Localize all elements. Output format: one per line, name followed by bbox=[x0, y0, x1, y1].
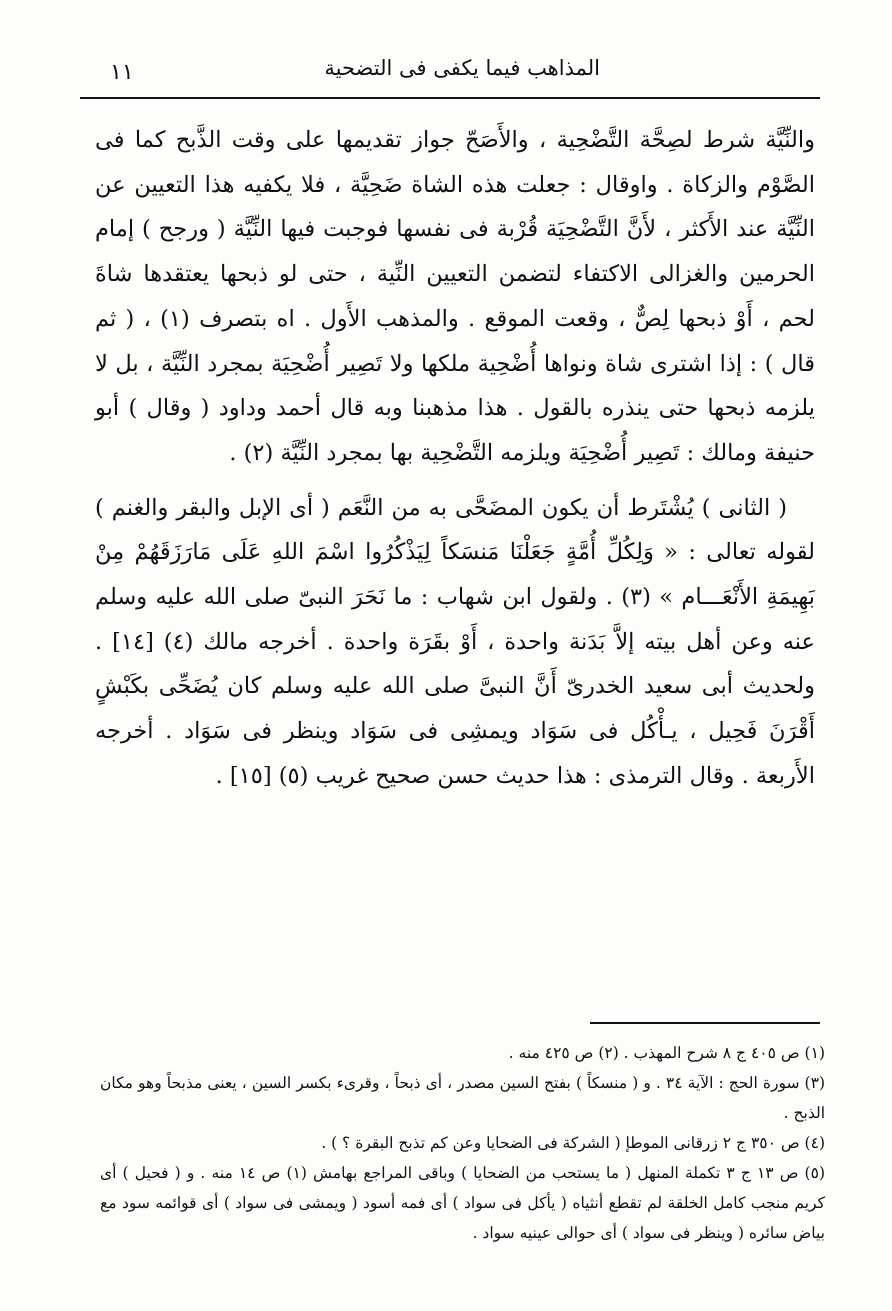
footnote-4: (٤) ص ٣٥٠ ج ٢ زرقانى الموطإ ( الشركة فى الضحايا وعن كم تذبح البقرة ؟ ) . bbox=[321, 1134, 825, 1152]
footnote-1-2: (١) ص ٤٠٥ ج ٨ شرح المهذب . (٢) ص ٤٢٥ منه . bbox=[508, 1044, 825, 1062]
running-header bbox=[80, 52, 820, 96]
footnote-rule bbox=[590, 1022, 820, 1024]
header-rule bbox=[80, 97, 820, 99]
footnote-5: (٥) ص ١٣ ج ٣ تكملة المنهل ( ما يستحب من الضحايا ) وباقى المراجع بهامش (١) ص ١٤ منه . و ( فحيل ) أى كريم منجب كامل الخلقة لم تقطع أنثياه ( يأكل فى سواد ) أى فمه أسود ( ويمشى فى سواد ) أى قوائمه سود مع بياض سائره ( وينظر فى سواد ) أى حوالى عينيه سواد . bbox=[100, 1164, 825, 1242]
paragraph-second-condition: ( الثانى ) يُشْتَرط أن يكون المضَحَّى به من النَّعَم ( أى الإبل والبقر والغنم ) لقوله تعالى : « وَلِكُلِّ أُمَّةٍ جَعَلْنَا مَنسَكاً لِيَذْكُرُوا اسْمَ اللهِ عَلَى مَارَزَقَهُمْ مِنْ بَهِيمَةِ الأَنْعَـــام » (٣) . ولقول ابن شهاب : ما نَحَرَ النبىّ صلى الله عليه وسلم عنه وعن أهل بيته إلاَّ بَدَنة واحدة ، أَوْ بقَرَة واحدة . أخرجه مالك (٤) [١٤] . ولحديث أبى سعيد الخدرىّ أَنَّ النبىَّ صلى الله عليه وسلم كان يُضَحِّى بكَبْشٍ أَقْرَنَ فَحِيل ، يـأْكُل فى سَوَاد ويمشِى فى سَوَاد وينظر فى سَوَاد . أخرجه الأَربعة . وقال الترمذى : هذا حديث حسن صحيح غريب (٥) [١٥] . bbox=[95, 494, 815, 789]
footnotes bbox=[100, 1038, 825, 1248]
main-text bbox=[95, 118, 815, 799]
header-title: المذاهب فيما يكفى فى التضحية bbox=[324, 56, 600, 80]
footnote-3: (٣) سورة الحج : الآية ٣٤ . و ( منسكاً ) بفتح السين مصدر ، أى ذبحاً ، وقرىء بكسر السين ، يعنى مذبحاً وهو مكان الذبح . bbox=[100, 1074, 825, 1122]
paragraph-intention: والنِّيَّة شرط لصِحَّة التَّضْحِية ، والأَصَحّ جواز تقديمها على وقت الذَّبح كما فى الصَّوْم والزكاة . واوقال : جعلت هذه الشاة ضَحِيَّة ، فلا يكفيه هذا التعيين عن النِّيَّة عند الأَكثر ، لأَنَّ التَّضْحِيَة قُرْبة فى نفسها فوجبت فيها النِّيَّة ( ورجح ) إمام الحرمين والغزالى الاكتفاء لتضمن التعيين النِّية ، حتى لو ذبحها يعتقدها شاةَ لحم ، أَوْ ذبحها لِصٌّ ، وقعت الموقع . والمذهب الأَول . اه بتصرف (١) ، ( ثم قال ) : إذا اشترى شاة ونواها أُضْحِية ملكها ولا تَصِير أُضْحِيَة بمجرد النِّيَّة ، بل لا يلزمه ذبحها حتى ينذره بالقول . هذا مذهبنا وبه قال أحمد وداود ( وقال ) أبو حنيفة ومالك : تَصِير أُضْحِيَة ويلزمه التَّضْحِية بها بمجرد النِّيَّة (٢) . bbox=[95, 127, 815, 466]
page-number: ١١ bbox=[110, 60, 134, 85]
